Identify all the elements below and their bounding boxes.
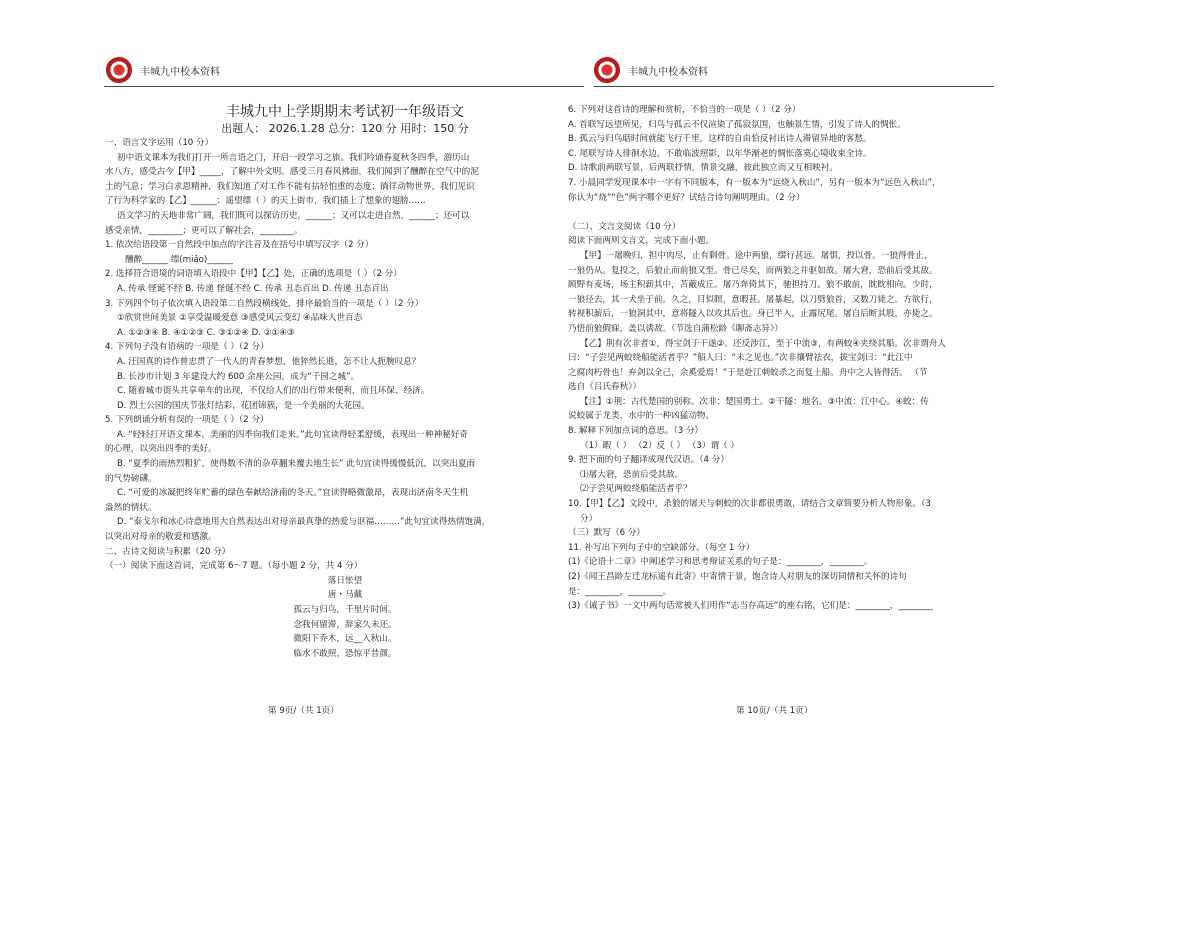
- text-line: 的心理，以突出四季的美好。: [105, 444, 217, 455]
- text-line: ①欣赏世间美景 ②享受温暖爱意 ③感受风云变幻 ④品味人世百态: [117, 313, 363, 324]
- text-line: 说蛟属于龙类，水中的一种凶猛动物。: [568, 411, 715, 422]
- text-line: 一、语言文字运用（10 分）: [105, 138, 214, 148]
- page-left: [0, 0, 590, 926]
- text-line: 9. 把下面的句子翻译成现代汉语。（4 分）: [568, 455, 729, 466]
- text-line: 8. 解释下列加点词的意思。（3 分）: [568, 426, 704, 437]
- text-line: 5. 下列朗诵分析有误的一项是（ ）（2 分）: [105, 415, 269, 426]
- text-line: 是：________，________。: [568, 586, 672, 597]
- question-lines: [568, 103, 993, 614]
- text-line: (3)《诫子书》一文中两句话常被人们用作“志当存高远”的座右铭，它们是：________，________: [568, 601, 933, 612]
- text-line: （一）阅读下面这首词，完成第 6～7 题。（每小题 2 分，共 4 分）: [105, 561, 363, 572]
- page-header: [594, 54, 708, 86]
- page-right: [568, 0, 1200, 926]
- text-line: 一狼仍从。复投之，后狼止而前狼又至。骨已尽矣，而两狼之并驱如故。屠大窘，恐前后受其敌。: [568, 265, 938, 276]
- text-line: 土的气息；学习白求恩精神，我们知道了对工作不能有拈轻怕重的态度；徜徉动物世界，我们见识: [105, 181, 475, 192]
- text-line: C. “可爱的冰凝把终年贮蓄的绿色奉献给济南的冬天。”宜读得略微激昂，表现出济南冬天生机: [117, 488, 469, 499]
- text-line: 之腐肉朽骨也！弃剑以全己，余奚爱焉！”于是赴江刺蛟杀之而复上船。舟中之人皆得活。 （节: [568, 367, 928, 378]
- text-line: 转视积薪后，一狼洞其中，意将隧入以攻其后也。身已半入，止露尻尾。屠自后断其股，亦毙之。: [568, 309, 938, 320]
- text-line: 了行为科学家的【乙】______；遥望缥（ ）的天上街市，我们插上了想象的翅膀……: [105, 196, 426, 207]
- text-line: 的气势磅礴。: [105, 473, 157, 484]
- text-line: C. 随着城市街头共享单车的出现，不仅给人们的出行带来便利，而且环保、经济。: [117, 386, 430, 397]
- text-line: 醺醉______ 缥(miǎo)______: [125, 254, 234, 265]
- text-line: B. 孤云与归鸟聒时间就能飞行千里，这样的自由恰反衬出诗人滞留异地的客愁。: [568, 134, 872, 145]
- text-line: A. 传承 怪诞不经 B. 传递 怪诞不经 C. 传承 丑态百出 D. 传递 丑态百出: [117, 283, 389, 294]
- header-rule: [594, 86, 994, 87]
- page-footer: 第 10页/（共 1页）: [736, 706, 813, 716]
- text-line: 阅读下面两则文言文，完成下面小题。: [568, 236, 715, 247]
- text-line: A. 首联写远望所见，归鸟与孤云不仅渲染了孤寂氛围，也触景生情，引发了诗人的惆怅。: [568, 119, 906, 130]
- poem: [105, 574, 585, 662]
- page-footer: 第 9页/（共 1页）: [268, 706, 339, 716]
- school-logo-icon: [106, 57, 132, 83]
- text-line: 分）: [580, 513, 598, 524]
- text-line: (2)《闻王昌龄左迁龙标遥有此寄》中寄情于景，饱含诗人对朋友的深切同情和关怀的诗句: [568, 572, 907, 582]
- text-line: 【注】①荆：古代楚国的别称。次非：楚国勇士。②干隧：地名。③中流：江中心。④蛟：传: [580, 396, 929, 407]
- text-line: 10.【甲】【乙】文段中，杀狼的屠夫与刺蛟的次非都很勇敢，请结合文章简要分析人物形象。（3: [568, 499, 931, 510]
- text-line: 6. 下列对这首诗的理解和赏析，不恰当的一项是（ ）（2 分）: [568, 105, 801, 115]
- page-header: [106, 54, 220, 86]
- text-line: 一狼径去，其一犬坐于前。久之，目似瞑，意暇甚。屠暴起，以刀劈狼首，又数刀毙之。方欲行，: [568, 294, 938, 305]
- text-line: 初中语文课本为我们打开一所言语之门，开启一段学习之旅。我们吟诵春夏秋冬四季，游历山: [117, 152, 470, 163]
- text-line: 你认为“烧”“色”两字哪个更好？试结合诗句阐明理由。（2 分）: [568, 192, 805, 203]
- text-line: (1)《论语十二章》中阐述学习和思考辩证关系的句子是：________，________。: [568, 557, 873, 568]
- poem-line: 唐・马戴: [327, 590, 363, 601]
- text-line: 【甲】一屠晚归，担中肉尽，止有剩骨。途中两狼，缀行甚远。屠惧，投以骨。一狼得骨止，: [580, 250, 933, 261]
- header-rule: [104, 86, 584, 87]
- text-line: 2. 选择符合语境的词语填入语段中【甲】【乙】处，正确的选项是（ ）（2 分）: [105, 269, 402, 280]
- text-line: 语文学习的天地非常广阔，我们既可以探访历史，______；又可以走进自然，______；还可以: [117, 210, 470, 221]
- text-line: 7. 小晨同学发现课本中一字有不同版本，有一版本为“远烧入秋山”，另有一版本为“远色入秋山”，: [568, 177, 941, 188]
- text-line: 选自《吕氏春秋》）: [568, 382, 642, 393]
- poem-line: 念我何留滞，辞家久未还。: [293, 619, 397, 630]
- text-line: （1）暇（ ） （2）反（ ） （3）谓（ ）: [580, 440, 739, 451]
- school-logo-icon: [594, 57, 620, 83]
- text-line: （二）、文言文阅读（10 分）: [568, 221, 681, 232]
- text-line: D. 诗歌前两联写景，后两联抒情，情景交融，彼此独立而又互相映衬。: [568, 163, 838, 174]
- poem-line: 临水不敢照，恐惊平昔颜。: [293, 648, 397, 659]
- text-line: A. “轻轻打开语文课本，美丽的四季向我们走来。”此句宜读得轻柔舒缓，表现出一种神秘好奇: [117, 429, 468, 440]
- text-line: 感受亲情，________；更可以了解社会，________。: [105, 225, 303, 236]
- text-line: 乃悟前狼假寐，盖以诱敌。（节选自蒲松龄《聊斋志异》）: [568, 323, 783, 334]
- page-body: [105, 103, 585, 661]
- text-line: ⑵子尝见两蛟绕船能活者乎？: [580, 484, 692, 495]
- text-line: 3. 下列四个句子依次填入语段第二自然段横线处，排序最恰当的一项是（ ）（2 分）: [105, 298, 424, 309]
- header-text: 丰城九中校本资料: [140, 66, 220, 78]
- poem-line: 微阳下乔木，远__入秋山。: [293, 634, 397, 645]
- text-line: 盎然的情状。: [105, 502, 157, 513]
- question-lines: [105, 136, 585, 574]
- text-line: 顾野有麦场，场主积薪其中，苫蔽成丘。屠乃奔倚其下，驰担持刀。狼不敢前，眈眈相向。少时，: [568, 280, 938, 291]
- page-body: [568, 103, 993, 614]
- text-line: D. 烈士公园的国庆节张灯结彩，花团锦簇，是一个美丽的大花园。: [117, 400, 370, 411]
- exam-title: 丰城九中上学期期末考试初一年级语文: [226, 104, 464, 120]
- text-line: B. 长沙市计划 3 年建设大约 600 余座公园，成为“千园之城”。: [117, 371, 360, 382]
- text-line: C. 尾联写诗人徘徊水边，不敢临波照影，以年华渐老的惆怅落寞心境收束全诗。: [568, 148, 872, 159]
- text-line: 水八方，感受古今【甲】_____，了解中外文明。感受三月春风拂面，我们闻到了醺醉在空气中的泥: [105, 167, 479, 178]
- text-line: A. 汪国真的诗作曾忠贯了一代人的青春梦想，他猝然长逝，怎不让人扼腕叹息？: [117, 356, 421, 367]
- text-line: 二、古诗文阅读与积累（20 分）: [105, 546, 231, 557]
- text-line: 4. 下列句子没有语病的一项是（ ）（2 分）: [105, 342, 269, 353]
- text-line: A. ①②③④ B. ④①②③ C. ③①②④ D. ②①④③: [117, 327, 295, 338]
- text-line: 11. 补写出下列句子中的空缺部分。（每空 1 分）: [568, 542, 755, 553]
- text-line: [568, 205, 993, 220]
- text-line: D. “泰戈尔和冰心诗意地用大自然表达出对母亲最真挚的热爱与讴福………”此句宜读得热情饱满，: [117, 517, 491, 528]
- text-line: 1. 依次给语段第一自然段中加点的字注音及在括号中填写汉字（2 分）: [105, 240, 374, 251]
- text-line: （三）默写（6 分）: [568, 528, 645, 539]
- text-line: ⑴屠大窘，恐前后受其敌。: [580, 469, 684, 480]
- text-line: 【乙】荆有次非者①，得宝剑于干遂②。还反涉江，至于中流③，有两蛟④夹绕其船。次非谓舟人: [580, 338, 946, 349]
- poem-line: 落日怅望: [327, 575, 363, 586]
- poem-line: 孤云与归鸟，千里片时间。: [293, 605, 397, 615]
- text-line: 以突出对母亲的敬爱和感激。: [105, 532, 217, 543]
- header-text: 丰城九中校本资料: [628, 66, 708, 78]
- text-line: B. “夏季的雨热烈粗犷，使得数不清的杂草翻来覆去地生长” 此句宜读得缓慢低沉，以突出夏雨: [117, 459, 476, 470]
- exam-meta: 出题人： 2026.1.28 总分：120 分 用时：150 分: [221, 122, 469, 135]
- text-line: 曰：“子尝见两蛟绕船能活者乎？”船人曰：“未之见也。”次非攘臂祛衣，拔宝剑曰：“此江中: [568, 353, 913, 364]
